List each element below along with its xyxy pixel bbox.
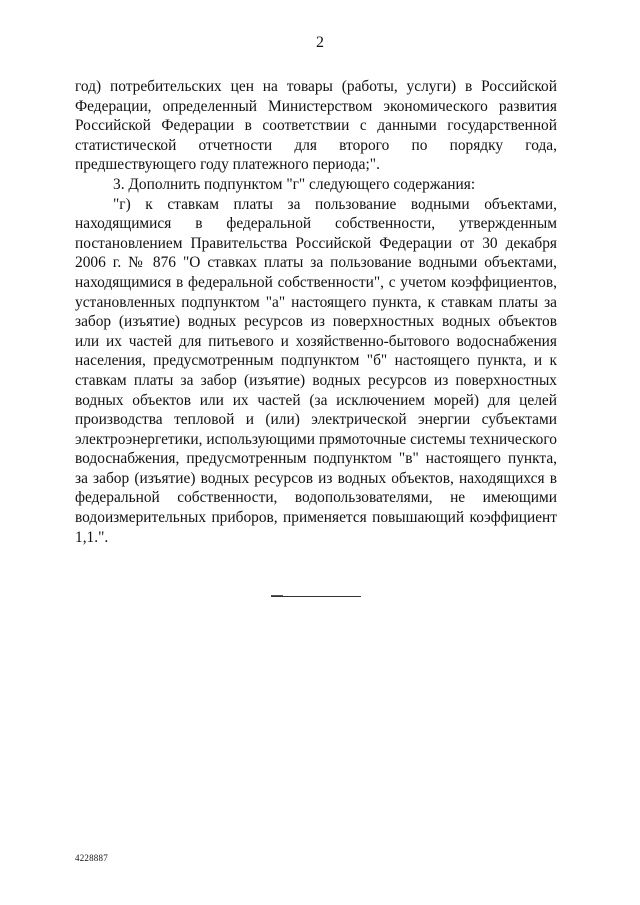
end-of-text-separator bbox=[271, 596, 361, 597]
document-code: 4228887 bbox=[75, 853, 108, 863]
paragraph-subitem-g: "г) к ставкам платы за пользование водными объектами, находящимися в федеральной собственности, утвержденным постановлением Правительства Российской Федерации от 30 декабря 2006 г. № 876 "О ставках платы за пользование водными объектами, находящимися в федеральной собственности", с учетом коэффициентов, установленных подпунктом "а" настоящего пункта, к ставкам платы за забор (изъятие) водных ресурсов из поверхностных водных объектов или их частей для питьевого и хозяйственно-бытового водоснабжения населения, предусмотренным подпунктом "б" настоящего пункта, и к ставкам платы за забор (изъятие) водных ресурсов из поверхностных водных объектов или их частей (за исключением морей) для целей производства тепловой и (или) электрической энергии субъектами электроэнергетики, использующими прямоточные системы технического водоснабжения, предусмотренным подпунктом "в" настоящего пункта, за забор (изъятие) водных ресурсов из водных объектов, находящихся в федеральной собственности, водопользователями, не имеющими водоизмерительных приборов, применяется повышающий коэффициент 1,1.". bbox=[75, 195, 557, 546]
page-number: 2 bbox=[316, 34, 324, 51]
paragraph-continuation: год) потребительских цен на товары (работы, услуги) в Российской Федерации, определенный Министерством экономического развития Российской Федерации в соответствии с данными государственной статистической отчетности для второго по порядку года, предшествующего году платежного периода;". bbox=[75, 78, 557, 174]
document-body bbox=[75, 77, 557, 547]
paragraph-item-3: 3. Дополнить подпунктом "г" следующего содержания: bbox=[113, 175, 476, 193]
